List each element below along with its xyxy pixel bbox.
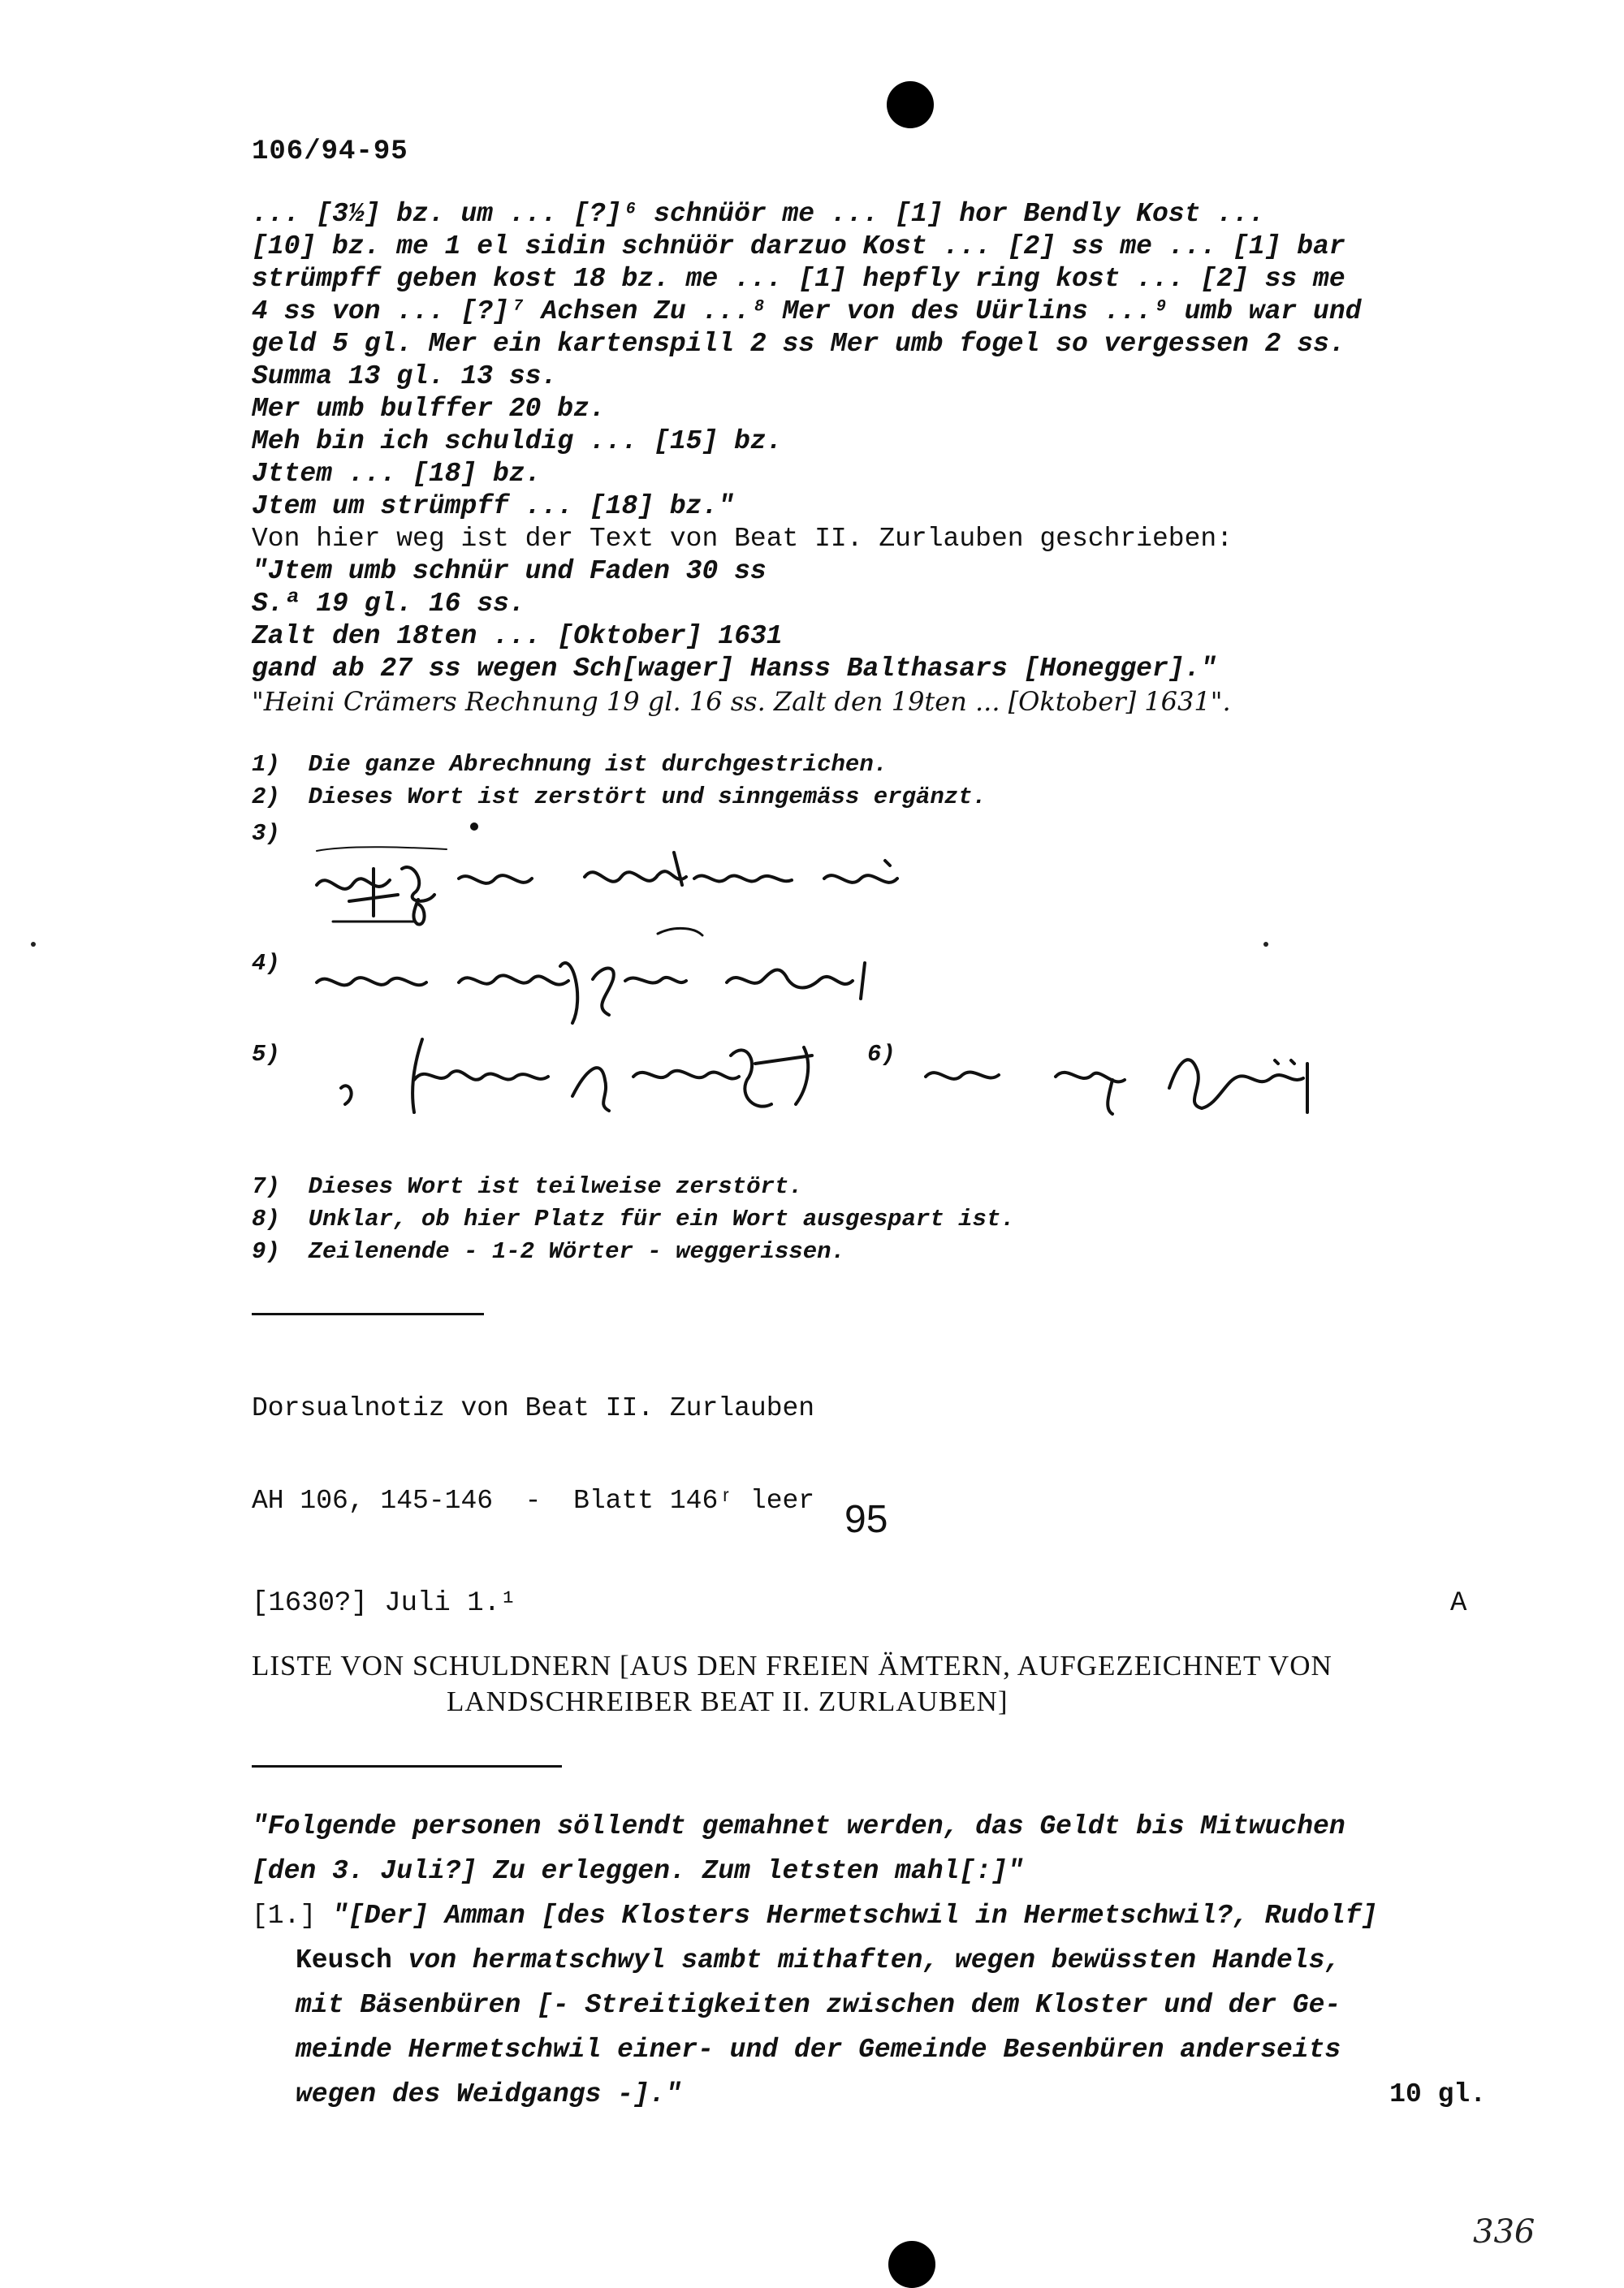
- footnote: 9) Zeilenende - 1-2 Wörter - weggerissen.: [252, 1238, 845, 1265]
- footnote-number: 3): [252, 820, 280, 847]
- transcript-line: Meh bin ich schuldig ... [15] bz.: [252, 426, 783, 456]
- footnote-number: 4): [252, 950, 280, 977]
- transcript-line: 4 ss von ... [?]⁷ Achsen Zu ...⁸ Mer von des Uürlins ...⁹ umb war und: [252, 296, 1362, 326]
- item-line: [252, 1938, 1486, 1983]
- transcript-line: Mer umb bulffer 20 bz.: [252, 394, 606, 424]
- transcript-line: Jtem um strümpff ... [18] bz.": [252, 491, 735, 521]
- dorsal-note-line: Dorsualnotiz von Beat II. Zurlauben: [252, 1393, 815, 1423]
- footnotes-bottom: [252, 1171, 1429, 1268]
- punch-hole-bottom: [888, 2241, 935, 2288]
- divider: [252, 1313, 484, 1315]
- divider: [252, 1765, 562, 1768]
- amount: 10 gl.: [1389, 2079, 1486, 2109]
- item-text: "[Der] Amman [des Klosters Hermetschwil in Hermetschwil?, Rudolf]: [332, 1901, 1378, 1931]
- transcript-line: "Jtem umb schnür und Faden 30 ss: [252, 556, 767, 586]
- transcript-line: [10] bz. me 1 el sidin schnüör darzuo Kost ... [2] ss me ... [1] bar: [252, 231, 1345, 261]
- document-title: [252, 1648, 1486, 1720]
- item-line: meinde Hermetschwil einer- und der Gemeinde Besenbüren anderseits: [296, 2035, 1341, 2065]
- dorsal-note-line: AH 106, 145-146 - Blatt 146ʳ leer: [252, 1486, 815, 1516]
- transcript-line: Summa 13 gl. 13 ss.: [252, 361, 558, 391]
- handwriting-facsimile: [252, 820, 1372, 1169]
- transcript-line: Jttem ... [18] bz.: [252, 459, 542, 489]
- footnote: 2) Dieses Wort ist zerstört und sinngemäss ergänzt.: [252, 784, 987, 810]
- item-text: wegen des Weidgangs -].": [296, 2079, 682, 2109]
- punch-hole-top: [887, 81, 934, 128]
- item-line: [252, 2072, 1486, 2117]
- handwritten-style-line: "Heini Crämers Rechnung 19 gl. 16 ss. Zalt den 19ten ... [Oktober] 1631".: [252, 686, 1231, 717]
- title-line: LISTE VON SCHULDNERN [AUS DEN FREIEN ÄMTERN, AUFGEZEICHNET VON: [252, 1650, 1332, 1681]
- item-number: [1.]: [252, 1901, 317, 1931]
- footnote: 7) Dieses Wort ist teilweise zerstört.: [252, 1173, 803, 1200]
- transcript-line: geld 5 gl. Mer ein kartenspill 2 ss Mer umb fogel so vergessen 2 ss.: [252, 329, 1345, 359]
- transcript-line: strümpff geben kost 18 bz. me ... [1] hepfly ring kost ... [2] ss me: [252, 264, 1345, 294]
- body-line: "Folgende personen söllendt gemahnet werden, das Geldt bis Mitwuchen: [252, 1811, 1345, 1841]
- speck: [31, 942, 36, 947]
- transcript-line: Zalt den 18ten ... [Oktober] 1631: [252, 621, 783, 651]
- footnote-number: 6): [867, 1041, 896, 1068]
- footnote: 1) Die ganze Abrechnung ist durchgestrichen.: [252, 751, 888, 778]
- item-text: von hermatschwyl sambt mithaften, wegen bewüssten Handels,: [391, 1945, 1341, 1975]
- transcript-line: gand ab 27 ss wegen Sch[wager] Hanss Balthasars [Honegger].": [252, 654, 1217, 684]
- document-number: 95: [844, 1498, 888, 1541]
- folio-number: 336: [1473, 2213, 1535, 2251]
- document-letter: A: [1450, 1588, 1467, 1619]
- transcript-line: S.ª 19 gl. 16 ss.: [252, 589, 525, 619]
- dorsal-note: [252, 1332, 814, 1578]
- item-line: [252, 1893, 1486, 1938]
- transcript-line: ... [3½] bz. um ... [?]⁶ schnüör me ... [1] hor Bendly Kost ...: [252, 199, 1265, 229]
- document-date: [1630?] Juli 1.¹: [252, 1588, 517, 1619]
- editor-remark: Von hier weg ist der Text von Beat II. Zurlauben geschrieben:: [252, 524, 1233, 554]
- footnote: 8) Unklar, ob hier Platz für ein Wort ausgespart ist.: [252, 1206, 1015, 1232]
- transcription-block: [252, 198, 1486, 718]
- footnote-number: 5): [252, 1041, 280, 1068]
- document-body: [252, 1804, 1486, 2117]
- debtor-name: Keusch: [296, 1945, 392, 1975]
- title-line: LANDSCHREIBER BEAT II. ZURLAUBEN]: [447, 1686, 1009, 1717]
- footnotes-top: [252, 749, 1429, 814]
- document-reference: 106/94-95: [252, 136, 408, 167]
- item-line: mit Bäsenbüren [- Streitigkeiten zwischen dem Kloster und der Ge-: [296, 1990, 1341, 2020]
- handwriting-scribbles: [252, 820, 1372, 1169]
- body-line: [den 3. Juli?] Zu erleggen. Zum letsten mahl[:]": [252, 1856, 1024, 1886]
